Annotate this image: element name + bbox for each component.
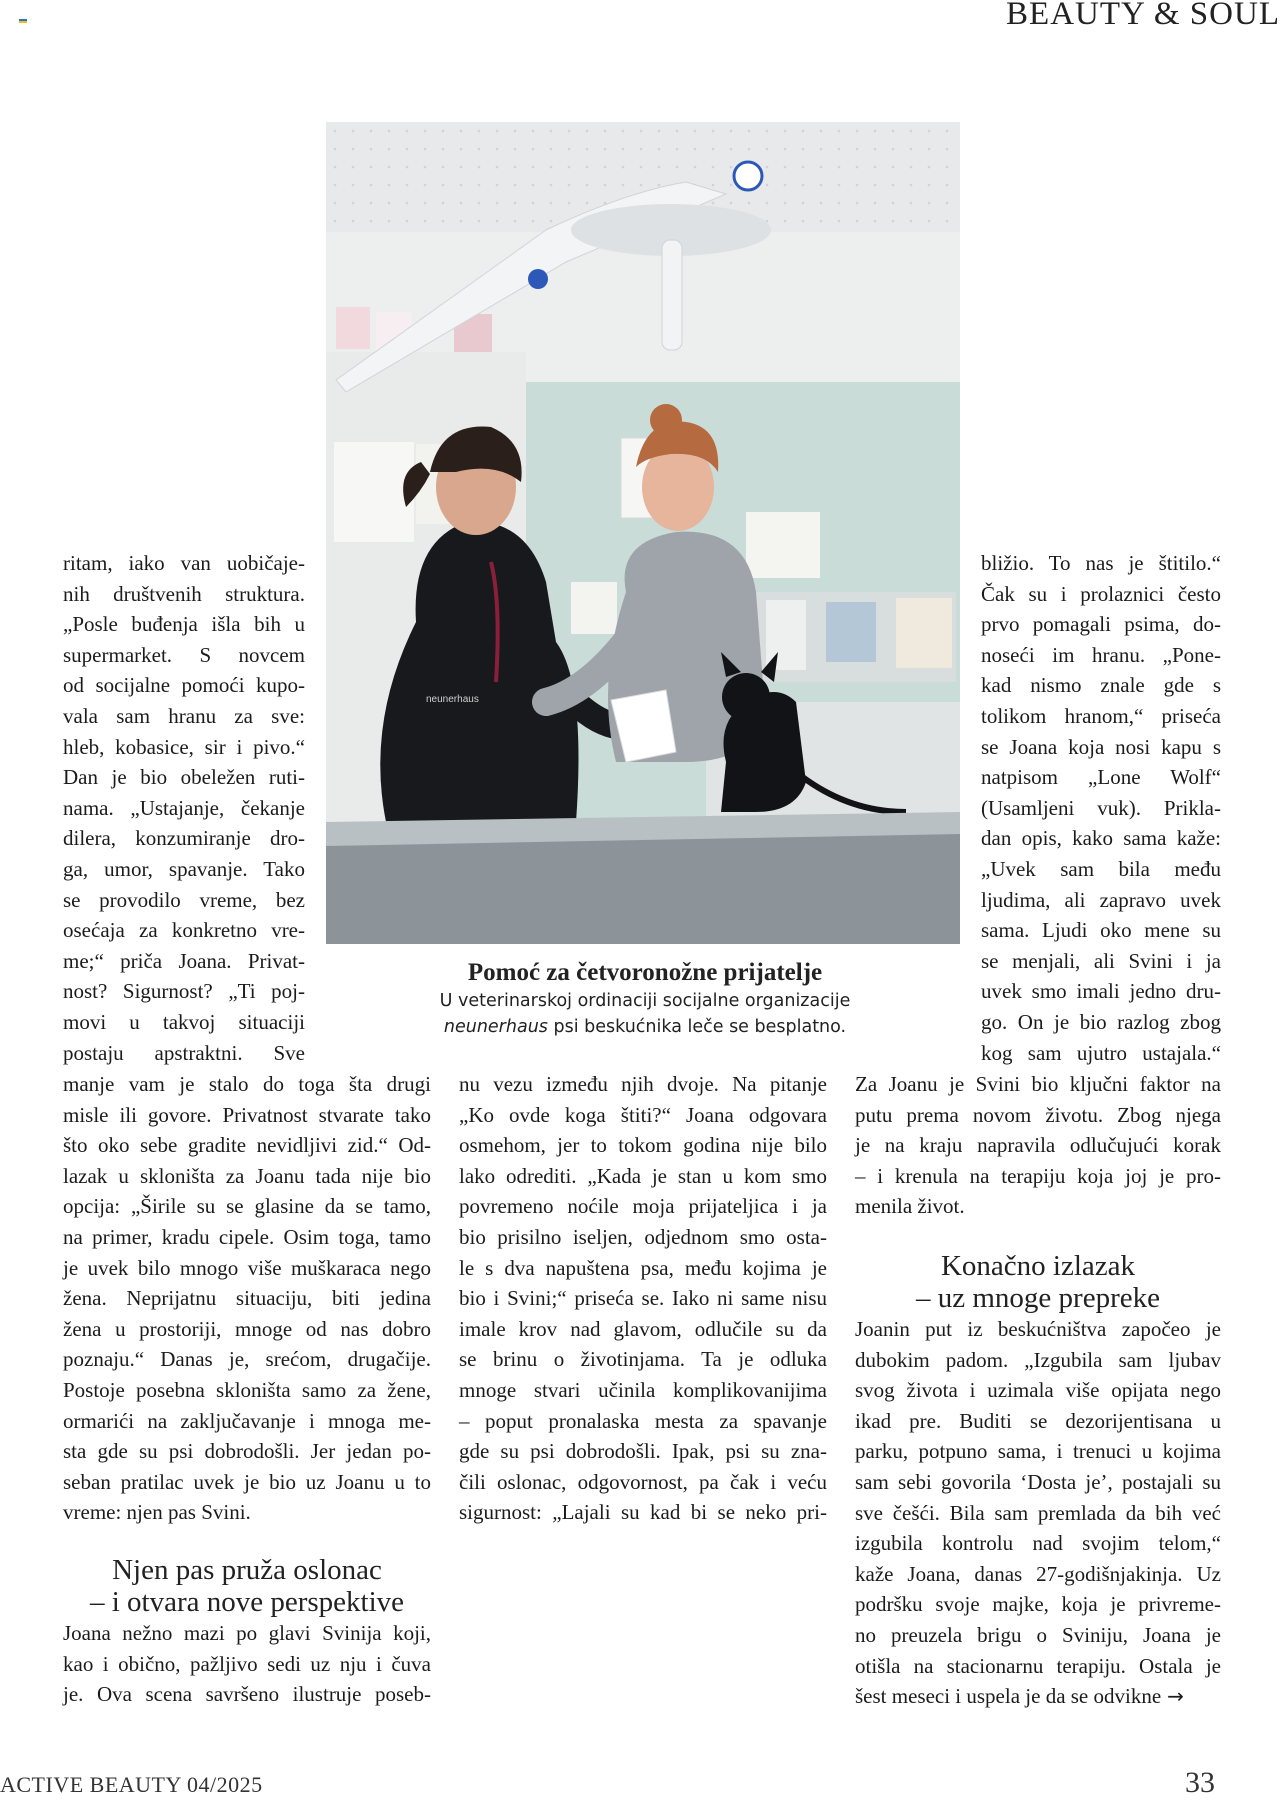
text-line: ikad pre. Buditi se dezorijentisana u — [855, 1408, 1221, 1433]
text-line: imale krov nad glavom, odlučile su da — [459, 1316, 827, 1341]
text-line: Za Joanu je Svini bio ključni faktor na — [855, 1072, 1221, 1096]
subhead-2 — [855, 1250, 1221, 1314]
text-line: se Joana koja nosi kapu s — [981, 734, 1221, 759]
text-line: seban pratilac uvek je bio uz Joanu u to — [63, 1469, 431, 1494]
text-line: Joanin put iz beskućništva započeo je — [855, 1317, 1221, 1341]
text-line: natpisom „Lone Wolf“ — [981, 765, 1221, 790]
text-line: nu vezu između njih dvoje. Na pitanje — [459, 1072, 827, 1096]
text-line: gde su psi dobrodošli. Ipak, psi su zna- — [459, 1439, 827, 1464]
text-line: „Ko ovde koga štiti?“ Joana odgovara — [459, 1102, 827, 1127]
text-line: prvo pomagali psima, do- — [981, 612, 1221, 637]
text-line: Čak su i prolaznici često — [981, 581, 1221, 606]
text-line: od socijalne pomoći kupo- — [63, 673, 305, 698]
text-line: menila život. — [855, 1194, 965, 1219]
subhead-2-line2: – uz mnoge prepreke — [916, 1282, 1160, 1314]
text-line: bio prisilno iseljen, odjednom smo osta- — [459, 1224, 827, 1249]
text-line: kog sam ujutro ustajala.“ — [981, 1040, 1221, 1065]
corner-color-mark — [19, 19, 27, 25]
subhead-1 — [63, 1554, 431, 1618]
text-line: kaže Joana, danas 27-godišnjakinja. Uz — [855, 1561, 1221, 1586]
text-line: nost? Sigurnost? „Ti poj- — [63, 979, 305, 1004]
text-line: – i krenula na terapiju koja joj je pro- — [855, 1163, 1221, 1188]
caption-org-name: neunerhaus — [443, 1017, 548, 1037]
text-line: sama. Ljudi oko mene su — [981, 918, 1221, 943]
text-line: dan opis, kako sama kaže: — [981, 826, 1221, 851]
subhead-2-line1: Konačno izlazak — [940, 1250, 1136, 1282]
text-line: je uvek bilo mnogo više muškaraca nego — [63, 1255, 431, 1280]
text-line: žena u prostoriji, mnoge od nas dobro — [63, 1316, 431, 1341]
text-line: kad nismo znale gde s — [981, 673, 1221, 698]
text-line: sta gde su psi dobrodošli. Jer jedan po- — [63, 1439, 431, 1464]
text-line: osmehom, jer to tokom godina nije bilo — [459, 1133, 827, 1158]
column-1-wide-text — [63, 1069, 431, 1528]
text-line: „Posle buđenja išla bih u — [63, 612, 305, 637]
text-line: manje vam je stalo do toga šta drugi — [63, 1072, 431, 1096]
last-line — [855, 1681, 1221, 1712]
footer-magazine: ACTIVE BEAUTY 04/2025 — [0, 1772, 263, 1797]
text-line: Joana nežno mazi po glavi Svinija koji, — [63, 1621, 431, 1645]
text-line: žena. Neprijatnu situaciju, biti jedina — [63, 1286, 431, 1311]
caption-title: Pomoć za četvoronožne prijatelje — [467, 959, 823, 986]
text-line: tolikom hranom,“ priseća — [981, 703, 1221, 728]
text-line: ga, umor, spavanje. Tako — [63, 856, 305, 881]
text-line: osećaja za konkretno vre- — [63, 918, 305, 943]
text-line: sigurnost: „Lajali su kad bi se neko pri- — [459, 1500, 827, 1525]
text-line: lazak u skloništa za Joanu tada nije bio — [63, 1163, 431, 1188]
continue-arrow-icon: → — [1167, 1684, 1184, 1708]
column-3-after-text — [855, 1314, 1221, 1681]
text-line: sam sebi govorila ‘Dosta je’, postajali su — [855, 1469, 1221, 1494]
text-line: otišla na stacionarnu terapiju. Ostala je — [855, 1653, 1221, 1678]
column-3-narrow-text — [981, 548, 1221, 1068]
page-number: 33 — [1185, 1766, 1215, 1799]
text-line: dilera, konzumiranje dro- — [63, 826, 305, 851]
text-line: lako odrediti. „Kada je stan u kom smo — [459, 1163, 827, 1188]
caption-line-1: U veterinarskoj ordinaciji socijalne organizacije — [439, 991, 851, 1011]
text-line: čili oslonac, odgovornost, pa čak i veću — [459, 1469, 827, 1494]
text-line: bio i Svini;“ priseća se. Iako ni same nisu — [459, 1286, 827, 1311]
text-line: postaju apstraktni. Sve — [63, 1040, 305, 1065]
subhead-1-line1: Njen pas pruža oslonac — [112, 1554, 382, 1586]
section-label: BEAUTY & SOUL — [1006, 0, 1280, 32]
text-line: povremeno noćile moja prijateljica i ja — [459, 1194, 827, 1219]
column-3-wide-text — [855, 1069, 1221, 1222]
text-line: misle ili govore. Privatnost stvarate tako — [63, 1102, 431, 1127]
text-line: ljudima, ali zapravo uvek — [981, 887, 1221, 912]
text-line: – poput pronalaska mesta za spavanje — [459, 1408, 827, 1433]
text-line: uvek smo imali jedno dru- — [981, 979, 1221, 1004]
text-line: go. On je bio razlog zbog — [981, 1009, 1221, 1034]
column-1-narrow-text — [63, 548, 305, 1068]
article-photo — [326, 122, 960, 944]
column-1-after-text — [63, 1618, 431, 1710]
column-2-text — [459, 1069, 827, 1528]
text-line: opcija: „Širile su se glasine da se tamo, — [63, 1194, 431, 1219]
text-line: vreme: njen pas Svini. — [63, 1500, 251, 1525]
text-line: (Usamljeni vuk). Prikla- — [981, 795, 1221, 820]
text-line: nih društvenih struktura. — [63, 581, 305, 606]
text-line: nama. „Ustajanje, čekanje — [63, 795, 305, 820]
text-line: se provodilo vreme, bez — [63, 887, 305, 912]
text-line: supermarket. S novcem — [63, 642, 305, 667]
text-line: parku, potpuno sama, i trenuci u kojima — [855, 1439, 1221, 1464]
text-line: noseći im hranu. „Pone- — [981, 642, 1221, 667]
caption-line-2 — [400, 1014, 890, 1040]
text-line: podršku svoje majke, koja je privreme- — [855, 1592, 1221, 1617]
text-line: ormarići na zaključavanje i mnoga me- — [63, 1408, 431, 1433]
text-line: bližio. To nas je štitilo.“ — [981, 551, 1221, 575]
coat-logo-text: neunerhaus — [426, 694, 479, 705]
text-line: Dan je bio obeležen ruti- — [63, 765, 305, 790]
vet-clinic-illustration — [326, 122, 960, 944]
text-line: na primer, kradu cipele. Osim toga, tamo — [63, 1224, 431, 1249]
subhead-1-line2: – i otvara nove perspektive — [89, 1586, 405, 1618]
text-line: se menjali, ali Svini i ja — [981, 948, 1221, 973]
text-line: „Uvek sam bila među — [981, 856, 1221, 881]
text-line: dubokim padom. „Izgubila sam ljubav — [855, 1347, 1221, 1372]
photo-caption — [400, 958, 890, 1040]
text-line: me;“ priča Joana. Privat- — [63, 948, 305, 973]
text-line: ritam, iako van uobičaje- — [63, 551, 305, 575]
caption-line-2-rest: psi beskućnika leče se besplatno. — [547, 1017, 847, 1037]
text-line: kao i obično, pažljivo sedi uz nju i čuva — [63, 1651, 431, 1676]
text-line: putu prema novom životu. Zbog njega — [855, 1102, 1221, 1127]
text-line: le s dva napuštena psa, među kojima je — [459, 1255, 827, 1280]
text-line: Postoje posebna skloništa samo za žene, — [63, 1377, 431, 1402]
text-line: je na kraju napravila odlučujući korak — [855, 1133, 1221, 1158]
text-line: izgubila kontrolu nad svojim telom,“ — [855, 1531, 1221, 1556]
text-line: je. Ova scena savršeno ilustruje poseb- — [63, 1682, 431, 1707]
text-line: mnoge stvari učinila komplikovanijima — [459, 1377, 827, 1402]
text-line: sve češći. Bila sam premlada da bih već — [855, 1500, 1221, 1525]
text-line: vala sam hranu za sve: — [63, 703, 305, 728]
text-line: movi u takvoj situaciji — [63, 1009, 305, 1034]
text-line: se brinu o životinjama. Ta je odluka — [459, 1347, 827, 1372]
last-line-text: šest meseci i uspela je da se odvikne — [855, 1684, 1162, 1708]
text-line: poznaju.“ Danas je, srećom, drugačije. — [63, 1347, 431, 1372]
text-line: svog života i uzimala više opijata nego — [855, 1378, 1221, 1403]
text-line: hleb, kobasice, sir i pivo.“ — [63, 734, 305, 759]
text-line: što oko sebe gradite nevidljivi zid.“ Od- — [63, 1133, 431, 1158]
text-line: no preuzela brigu o Sviniju, Joana je — [855, 1622, 1221, 1647]
